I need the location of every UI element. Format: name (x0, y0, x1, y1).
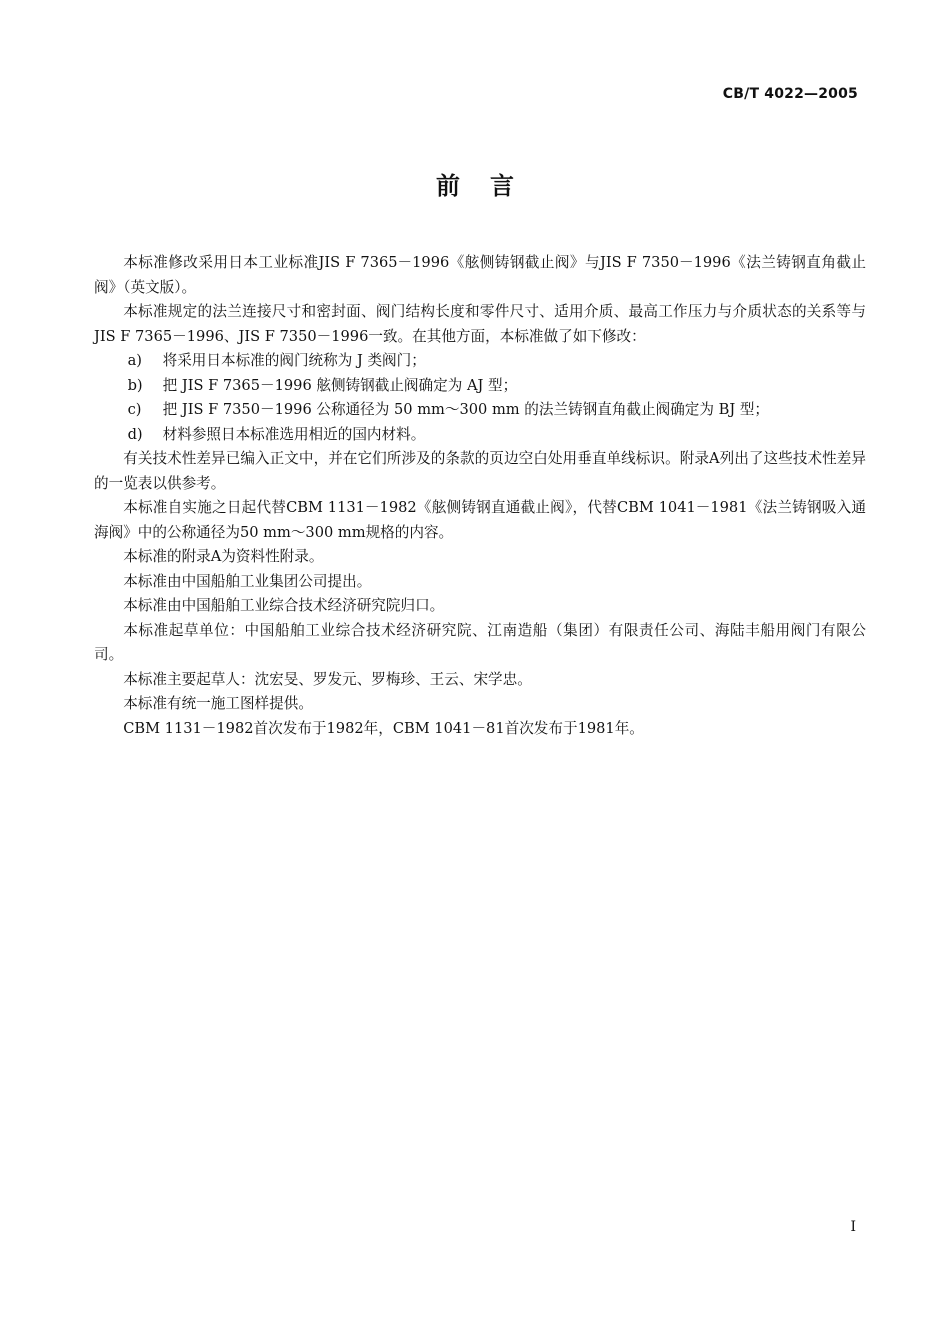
paragraph: 本标准主要起草人：沈宏旻、罗发元、罗梅珍、王云、宋学忠。 (123, 670, 532, 688)
list-item-text: 把 JIS F 7365－1996 舷侧铸钢截止阀确定为 AJ 型； (162, 376, 518, 394)
list-item-text: 将采用日本标准的阀门统称为 J 类阀门； (162, 352, 426, 369)
paragraph: 有关技术性差异已编入正文中，并在它们所涉及的条款的页边空白处用垂直单线标识。附录A列出了这些技术性差异的一览表以供参考。 (94, 450, 866, 492)
paragraph: 本标准规定的法兰连接尺寸和密封面、阀门结构长度和零件尺寸、适用介质、最高工作压力与介质状态的关系等与JIS F 7365－1996、JIS F 7350－1996一致。在其他方面，本标准做了如下修改： (94, 303, 866, 345)
page-number: I (850, 1219, 856, 1235)
list-item (94, 374, 866, 399)
list-item-text: 把 JIS F 7350－1996 公称通径为 50 mm～300 mm 的法兰铸钢直角截止阀确定为 BJ 型； (162, 401, 770, 418)
paragraph: 本标准由中国船舶工业集团公司提出。 (123, 572, 372, 590)
standard-number: CB/T 4022—2005 (722, 86, 858, 102)
list-item-text: 材料参照日本标准选用相近的国内材料。 (162, 425, 426, 443)
list-item (94, 423, 866, 448)
paragraph: CBM 1131－1982首次发布于1982年，CBM 1041－81首次发布于1981年。 (123, 719, 644, 737)
page-title: 前言 (436, 172, 544, 200)
paragraph: 本标准起草单位：中国船舶工业综合技术经济研究院、江南造船（集团）有限责任公司、海陆丰船用阀门有限公司。 (94, 621, 866, 663)
foreword-body (94, 251, 866, 741)
list-marker: d) (127, 425, 143, 443)
paragraph: 本标准由中国船舶工业综合技术经济研究院归口。 (123, 597, 445, 614)
paragraph: 本标准自实施之日起代替CBM 1131－1982《舷侧铸钢直通截止阀》，代替CBM 1041－1981《法兰铸钢吸入通海阀》中的公称通径为50 mm～300 mm规格的内容。 (94, 499, 866, 541)
paragraph: 本标准修改采用日本工业标准JIS F 7365－1996《舷侧铸钢截止阀》与JIS F 7350－1996《法兰铸钢直角截止阀》（英文版）。 (94, 254, 866, 296)
paragraph: 本标准的附录A为资料性附录。 (123, 548, 324, 565)
list-marker: b) (127, 376, 143, 394)
list-marker: a) (127, 352, 142, 369)
list-item (94, 349, 866, 374)
paragraph: 本标准有统一施工图样提供。 (123, 695, 313, 712)
list-item (94, 398, 866, 423)
list-marker: c) (127, 401, 142, 418)
